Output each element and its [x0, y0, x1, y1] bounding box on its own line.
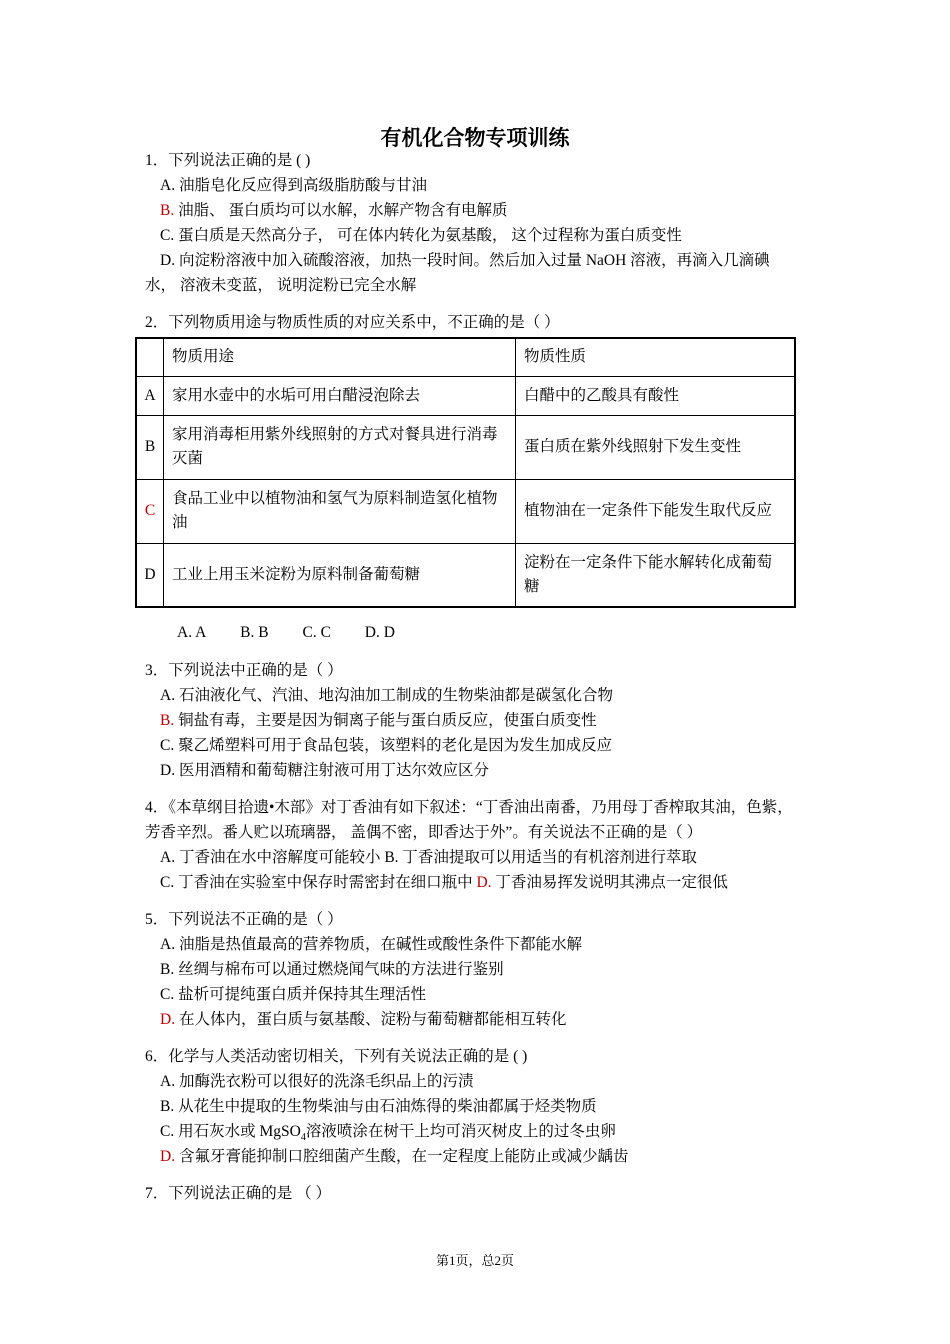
- q2-stem: 2．下列物质用途与物质性质的对应关系中，不正确的是（ ）: [145, 314, 560, 331]
- q1-option-d: D. 向淀粉溶液中加入硫酸溶液，加热一段时间。然后加入过量 NaOH 溶液，再滴入几滴碘: [160, 252, 770, 269]
- answer-marker: D.: [476, 874, 492, 891]
- answer-marker: B.: [160, 202, 175, 219]
- answer-marker: D.: [160, 1011, 176, 1028]
- q2-option-c: C. C: [302, 624, 331, 641]
- answer-marker: D.: [160, 1148, 176, 1165]
- q1-option-a: A. 油脂皂化反应得到高级脂肪酸与甘油: [160, 177, 427, 194]
- q1-stem: 1．下列说法正确的是 ( ): [145, 152, 311, 169]
- row-property: 淀粉在一定条件下能水解转化成葡萄糖: [516, 543, 796, 607]
- q4-option-d-text: 丁香油易挥发说明其沸点一定很低: [491, 874, 728, 891]
- q6-option-c: [160, 1121, 616, 1149]
- row-use: 食品工业中以植物油和氢气为原料制造氢化植物油: [164, 479, 516, 543]
- q2-table: [135, 337, 796, 608]
- q7-stem: 7．下列说法正确的是 （ ）: [145, 1185, 332, 1202]
- table-header-cell: 物质性质: [516, 338, 796, 376]
- q5-option-c: C. 盐析可提纯蛋白质并保持其生理活性: [160, 986, 427, 1003]
- table-row: [136, 376, 795, 415]
- row-use: 工业上用玉米淀粉为原料制备葡萄糖: [164, 543, 516, 607]
- q5-option-a: A. 油脂是热值最高的营养物质，在碱性或酸性条件下都能水解: [160, 936, 582, 953]
- table-header-row: [136, 338, 795, 376]
- q5-option-d: [160, 1009, 566, 1031]
- q4-stem-cont: 芳香辛烈。番人贮以琉璃器， 盖偶不密，即香达于外”。有关说法不正确的是（ ）: [145, 824, 703, 841]
- row-use: 家用消毒柜用紫外线照射的方式对餐具进行消毒灭菌: [164, 415, 516, 479]
- q6-option-c-sub: 4: [300, 1132, 306, 1144]
- row-label: D: [136, 543, 164, 607]
- q6-option-b: B. 从花生中提取的生物柴油与由石油炼得的柴油都属于烃类物质: [160, 1098, 597, 1115]
- q3-option-d: D. 医用酒精和葡萄糖注射液可用丁达尔效应区分: [160, 762, 489, 779]
- table-header-cell: 物质用途: [164, 338, 516, 376]
- q3-stem: 3．下列说法中正确的是（ ）: [145, 662, 343, 679]
- q6-option-c-post: 溶液喷涂在树干上均可消灭树皮上的过冬虫卵: [305, 1123, 616, 1140]
- q1-option-d-cont: 水， 溶液未变蓝， 说明淀粉已完全水解: [145, 277, 417, 294]
- q3-option-b-text: 铜盐有毒，主要是因为铜离子能与蛋白质反应，使蛋白质变性: [174, 712, 597, 729]
- q2-option-d: D. D: [364, 624, 395, 641]
- page-footer: 第1页，总2页: [435, 1253, 514, 1268]
- row-use: 家用水壶中的水垢可用白醋浸泡除去: [164, 376, 516, 415]
- q5-option-b: B. 丝绸与棉布可以通过燃烧闻气味的方法进行鉴别: [160, 961, 504, 978]
- q4-option-c: C. 丁香油在实验室中保存时需密封在细口瓶中: [160, 874, 477, 891]
- q6-stem: 6．化学与人类活动密切相关，下列有关说法正确的是 ( ): [145, 1048, 528, 1065]
- q3-option-c: C. 聚乙烯塑料可用于食品包装，该塑料的老化是因为发生加成反应: [160, 737, 613, 754]
- table-header-cell: [136, 338, 164, 376]
- row-property: 植物油在一定条件下能发生取代反应: [516, 479, 796, 543]
- table-row: [136, 479, 795, 543]
- q6-option-d: [160, 1146, 628, 1168]
- answer-marker: B.: [160, 712, 175, 729]
- row-label: B: [136, 415, 164, 479]
- q3-option-b: [160, 710, 597, 732]
- q6-option-c-pre: C. 用石灰水或 MgSO: [160, 1123, 301, 1140]
- q6-option-d-text: 含氟牙膏能抑制口腔细菌产生酸，在一定程度上能防止或减少龋齿: [175, 1148, 629, 1165]
- q4-options-ab: A. 丁香油在水中溶解度可能较小 B. 丁香油提取可以用适当的有机溶剂进行萃取: [160, 849, 697, 866]
- q2-options: [177, 624, 425, 642]
- q4-options-cd: [160, 872, 728, 894]
- q5-stem: 5．下列说法不正确的是（ ）: [145, 911, 343, 928]
- q5-option-d-text: 在人体内，蛋白质与氨基酸、淀粉与葡萄糖都能相互转化: [175, 1011, 567, 1028]
- q1-option-c: C. 蛋白质是天然高分子， 可在体内转化为氨基酸， 这个过程称为蛋白质变性: [160, 227, 682, 244]
- q1-option-b: [160, 200, 507, 222]
- q6-option-a: A. 加酶洗衣粉可以很好的洗涤毛织品上的污渍: [160, 1073, 474, 1090]
- q2-option-b: B. B: [240, 624, 269, 641]
- row-label: A: [136, 376, 164, 415]
- q2-option-a: A. A: [177, 624, 207, 641]
- row-property: 蛋白质在紫外线照射下发生变性: [516, 415, 796, 479]
- table-row: [136, 415, 795, 479]
- row-label-answer: C: [136, 479, 164, 543]
- table-row: [136, 543, 795, 607]
- page-title: 有机化合物专项训练: [380, 126, 570, 150]
- row-property: 白醋中的乙酸具有酸性: [516, 376, 796, 415]
- q3-option-a: A. 石油液化气、汽油、地沟油加工制成的生物柴油都是碳氢化合物: [160, 687, 613, 704]
- q1-option-b-text: 油脂、 蛋白质均可以水解，水解产物含有电解质: [174, 202, 508, 219]
- q4-stem: 4．《本草纲目拾遗•木部》对丁香油有如下叙述：“丁香油出南番，乃用母丁香榨取其油，色紫，: [145, 799, 793, 816]
